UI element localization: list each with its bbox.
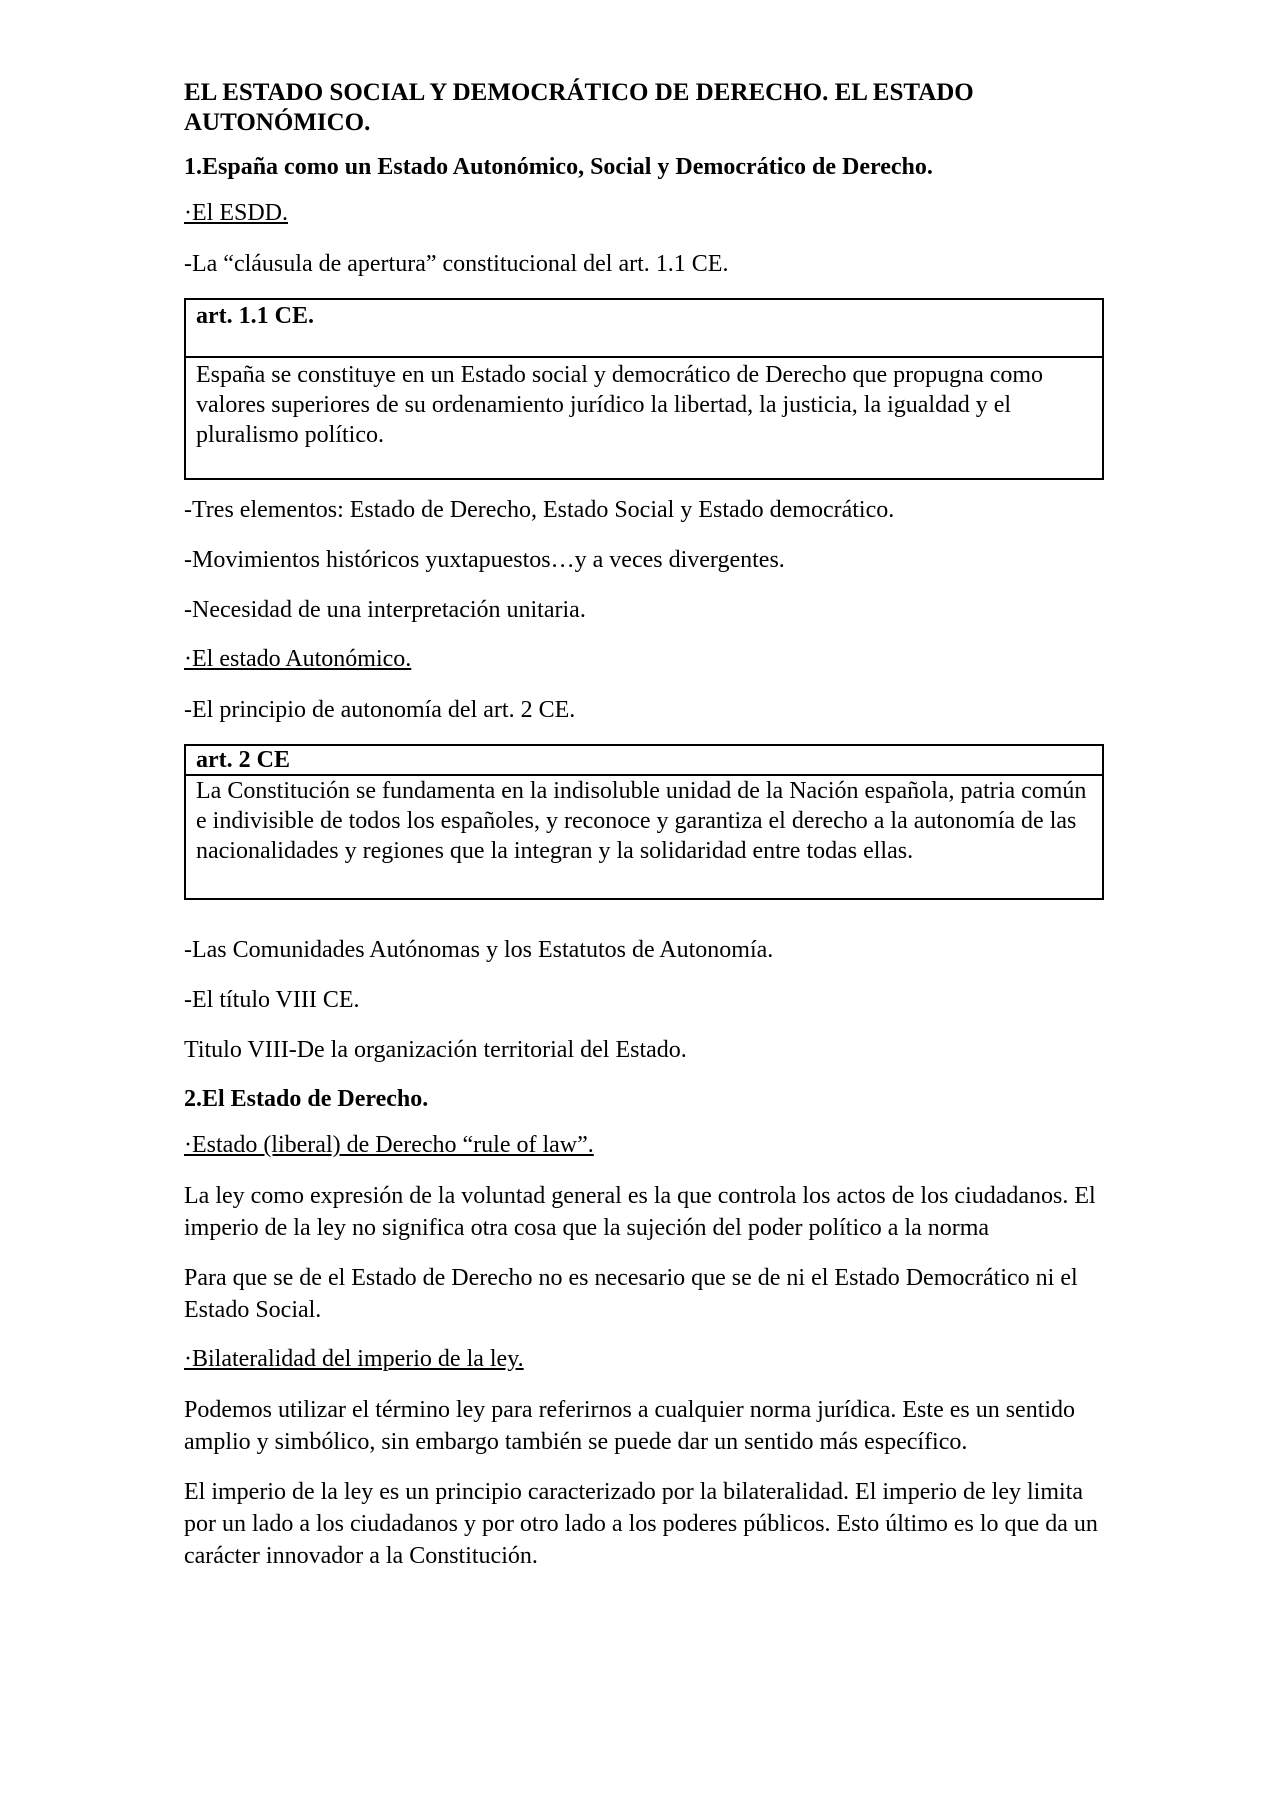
document-title: EL ESTADO SOCIAL Y DEMOCRÁTICO DE DERECHO. EL ESTADO AUTONÓMICO.	[184, 79, 974, 136]
paragraph: -Movimientos históricos yuxtapuestos…y a veces divergentes.	[184, 547, 785, 573]
paragraph: -Tres elementos: Estado de Derecho, Estado Social y Estado democrático.	[184, 497, 895, 523]
article-2-heading: art. 2 CE	[186, 746, 1102, 776]
document-page	[184, 78, 1104, 1590]
article-1-1-heading: art. 1.1 CE.	[186, 300, 1102, 358]
subheading-rule-of-law: ·Estado (liberal) de Derecho “rule of law”.	[184, 1132, 594, 1158]
article-1-1-box	[184, 298, 1104, 480]
section-2-heading: 2.El Estado de Derecho.	[184, 1086, 429, 1112]
subheading-esdd: ·El ESDD.	[184, 200, 288, 226]
subheading-bilateralidad: ·Bilateralidad del imperio de la ley.	[184, 1346, 524, 1372]
paragraph: -Necesidad de una interpretación unitaria.	[184, 597, 586, 623]
paragraph: La ley como expresión de la voluntad general es la que controla los actos de los ciudadanos. El imperio de la ley no significa otra cosa que la sujeción del poder político a la norma	[184, 1183, 1096, 1241]
spacer	[184, 914, 1104, 934]
paragraph: -Las Comunidades Autónomas y los Estatutos de Autonomía.	[184, 937, 774, 963]
paragraph: El imperio de la ley es un principio caracterizado por la bilateralidad. El imperio de ley limita por un lado a los ciudadanos y por otro lado a los poderes públicos. Esto último es lo que da un carácter innovador a la Constitución.	[184, 1479, 1098, 1569]
paragraph: Podemos utilizar el término ley para referirnos a cualquier norma jurídica. Este es un sentido amplio y simbólico, sin embargo también se puede dar un sentido más específico.	[184, 1397, 1076, 1455]
paragraph: -El título VIII CE.	[184, 987, 360, 1013]
paragraph: Para que se de el Estado de Derecho no es necesario que se de ni el Estado Democrático ni el Estado Social.	[184, 1265, 1078, 1323]
paragraph: Titulo VIII-De la organización territorial del Estado.	[184, 1037, 687, 1063]
article-2-text: La Constitución se fundamenta en la indisoluble unidad de la Nación española, patria común e indivisible de todos los españoles, y reconoce y garantiza el derecho a la autonomía de las nacionalidades y regiones que la integran y la solidaridad entre todas ellas.	[196, 778, 1087, 864]
paragraph: -El principio de autonomía del art. 2 CE.	[184, 697, 576, 723]
article-2-box	[184, 744, 1104, 900]
article-1-1-text: España se constituye en un Estado social y democrático de Derecho que propugna como valores superiores de su ordenamiento jurídico la libertad, la justicia, la igualdad y el pluralismo político.	[196, 362, 1044, 448]
paragraph: -La “cláusula de apertura” constitucional del art. 1.1 CE.	[184, 251, 729, 277]
subheading-estado-autonomico: ·El estado Autonómico.	[184, 646, 412, 672]
section-1-heading: 1.España como un Estado Autonómico, Social y Democrático de Derecho.	[184, 154, 933, 180]
